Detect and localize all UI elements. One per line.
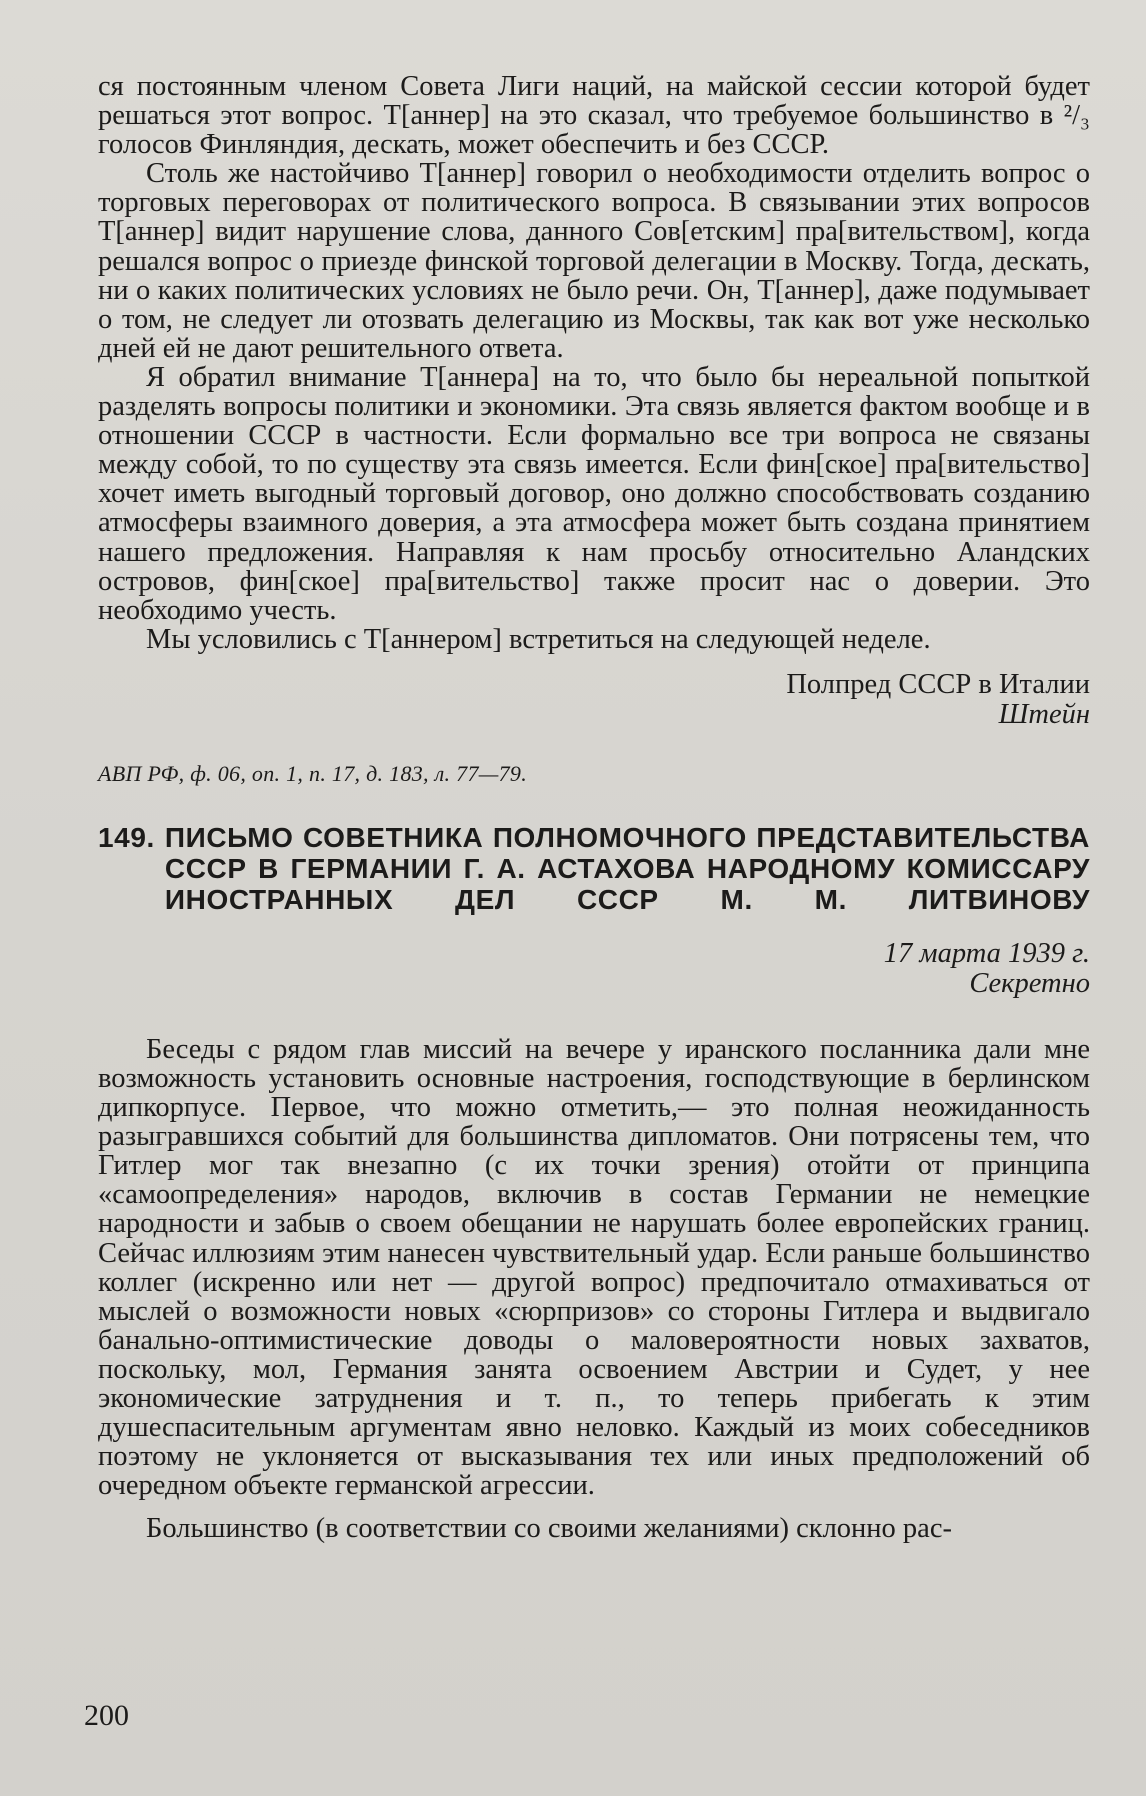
paragraph-4: Мы условились с Т[аннером] встретиться на следующей неделе. <box>146 623 931 655</box>
secrecy-classification: Секретно <box>969 967 1090 999</box>
letter-body <box>98 1035 1090 1544</box>
paragraph-2: Столь же настойчиво Т[аннер] говорил о необходимости отделить вопрос о торговых переговорах от политического вопроса. В связывании этих вопросов Т[аннер] видит нарушение слова, данного Сов[етским] пра[вительством], когда решался вопрос о приезде финской торговой делегации в Москву. Тогда, дескать, ни о каких политических условиях не было речи. Он, Т[аннер], даже подумывает о том, не следует ли отозвать делегацию из Москвы, так как вот уже несколько дней ей не дают решительного ответа. <box>98 158 1090 364</box>
paragraph-1: ся постоянным членом Совета Лиги наций, на майской сессии которой будет решаться этот вопрос. Т[аннер] на это сказал, что требуемое большинство в ²/₃ голосов Финляндия, дескать, может обеспечить и без СССР. <box>98 71 1090 161</box>
signature-name: Штейн <box>998 698 1090 730</box>
document-date: 17 марта 1939 г. <box>883 937 1090 969</box>
letter-paragraph-2: Большинство (в соответствии со своими желаниями) склонно рас- <box>146 1513 952 1545</box>
document-heading <box>98 822 1090 915</box>
paragraph-3: Я обратил внимание Т[аннера] на то, что было бы нереальной попыткой разделять вопросы политики и экономики. Эта связь является фактом вообще и в отношении СССР в частности. Если формально все три вопроса не связаны между собой, то по существу эта связь имеется. Если фин[ское] пра[вительство] хочет иметь выгодный торговый договор, оно должно способствовать созданию атмосферы взаимного доверия, а эта атмосфера может быть создана принятием нашего предложения. Направляя к нам просьбу относительно Аландских островов, фин[ское] пра[вительство] также просит нас о доверии. Это необходимо учесть. <box>98 361 1090 626</box>
document-number: 149. <box>98 821 155 853</box>
signature-position: Полпред СССР в Италии <box>786 668 1090 700</box>
letter-paragraph-1: Беседы с рядом глав миссий на вечере у иранского посланника дали мне возможность установить основные настроения, господствующие в берлинском дипкорпусе. Первое, что можно отметить,— это полная неожиданность разыгравшихся событий для большинства дипломатов. Они потрясены тем, что Гитлер мог так внезапно (с их точки зрения) отойти от принципа «самоопределения» народов, включив в состав Германии не немецкие народности и забыв о своем обещании не нарушать более европейских границ. Сейчас иллюзиям этим нанесен чувствительный удар. Если раньше большинство коллег (искренно или нет — другой вопрос) предпочитало отмахиваться от мыслей о возможности новых «сюрпризов» со стороны Гитлера и выдвигало банально-оптимистические доводы о маловероятности новых захватов, поскольку, мол, Германия занята освоением Австрии и Судет, у нее экономические затруднения и т. п., то теперь прибегать к этим душеспасительным аргументам явно неловко. Каждый из моих собеседников поэтому не уклоняется от высказывания тех или иных предположений об очередном объекте германской агрессии. <box>98 1033 1090 1502</box>
page-number: 200 <box>84 1699 129 1732</box>
dateline <box>98 939 1090 999</box>
document-title: ПИСЬМО СОВЕТНИКА ПОЛНОМОЧНОГО ПРЕДСТАВИТЕЛЬСТВА СССР В ГЕРМАНИИ Г. А. АСТАХОВА НАРОДНОМУ КОМИССАРУ ИНОСТРАННЫХ ДЕЛ СССР М. М. ЛИТВИНОВУ <box>164 821 1090 915</box>
signature-block <box>98 670 1090 730</box>
archive-reference: АВП РФ, ф. 06, оп. 1, п. 17, д. 183, л. 77—79. <box>98 760 528 786</box>
page-content <box>98 72 1090 1543</box>
